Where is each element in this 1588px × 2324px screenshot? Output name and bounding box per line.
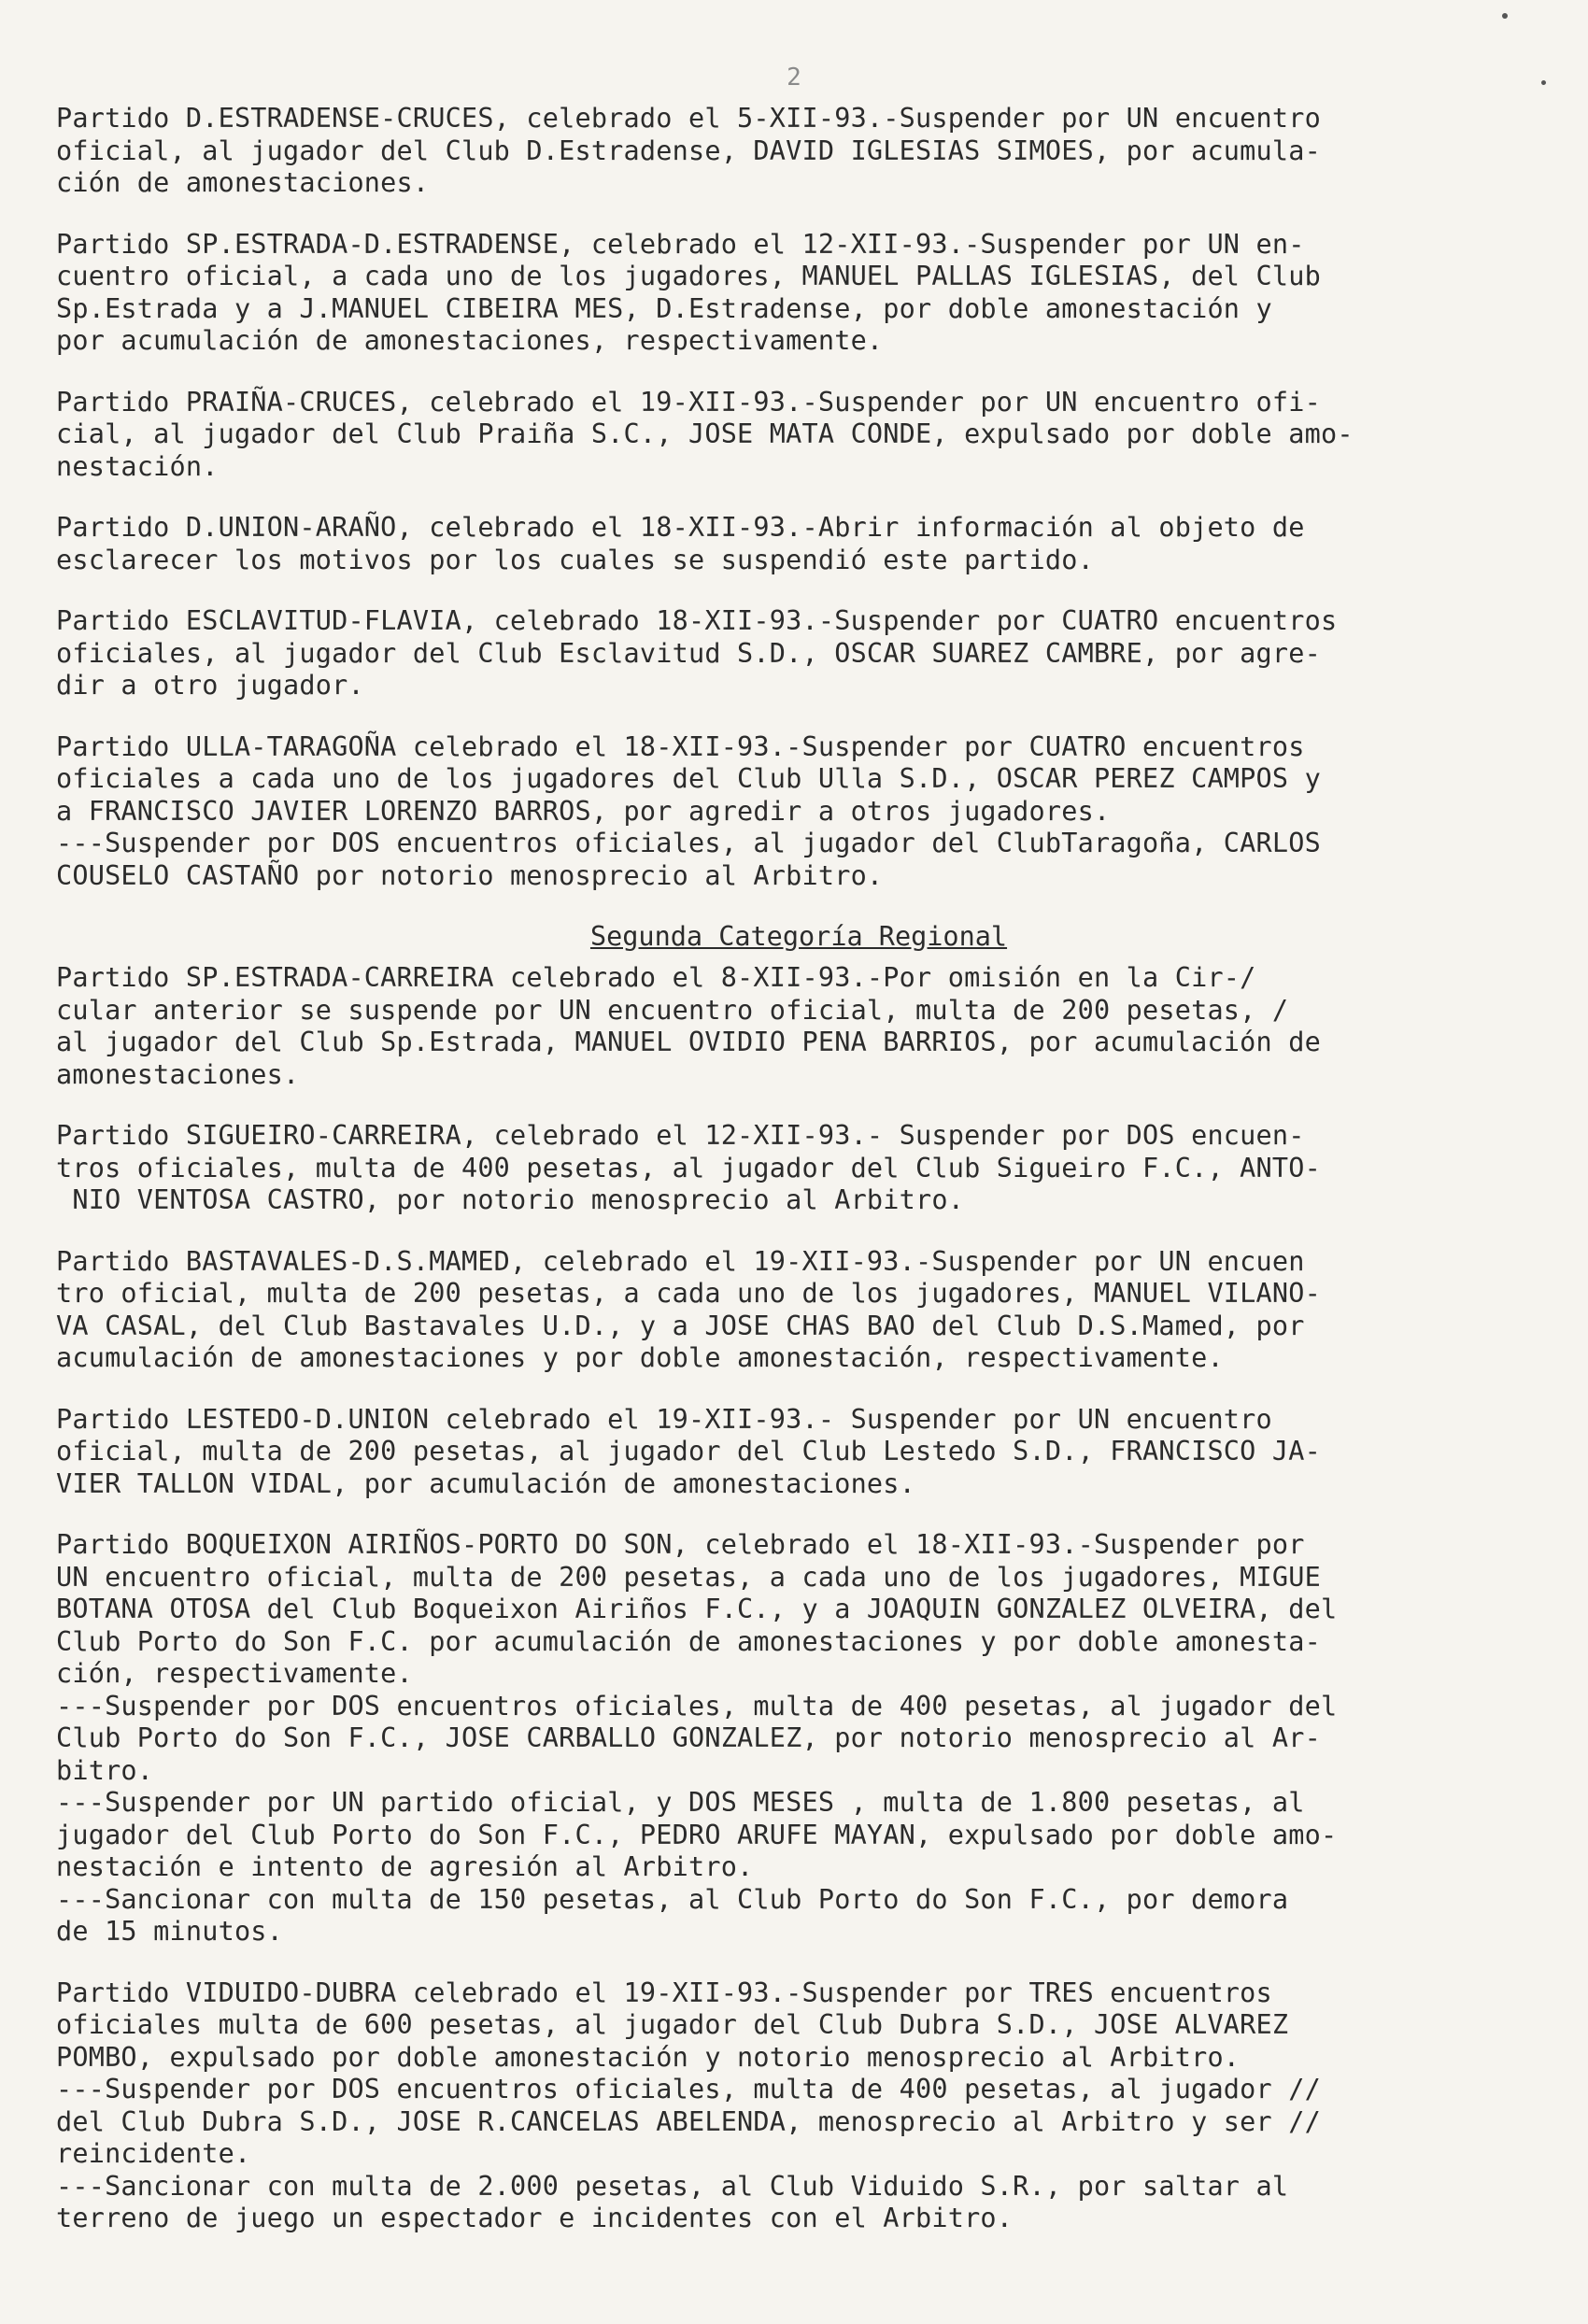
ruling-paragraph <box>56 731 1541 893</box>
text-line: nestación e intento de agresión al Arbitro. <box>56 1851 754 1882</box>
text-line: Partido ULLA-TARAGOÑA celebrado el 18-XII-93.-Suspender por CUATRO encuentros <box>56 730 1305 762</box>
text-line: del Club Dubra S.D., JOSE R.CANCELAS ABELENDA, menosprecio al Arbitro y ser // <box>56 2105 1321 2137</box>
text-line: cular anterior se suspende por UN encuentro oficial, multa de 200 pesetas, / <box>56 994 1289 1026</box>
text-line: esclarecer los motivos por los cuales se suspendió este partido. <box>56 544 1094 575</box>
section-heading: Segunda Categoría Regional <box>589 921 1008 952</box>
text-line: VA CASAL, del Club Bastavales U.D., y a JOSE CHAS BAO del Club D.S.Mamed, por <box>56 1310 1305 1341</box>
text-line: UN encuentro oficial, multa de 200 pesetas, a cada uno de los jugadores, MIGUE <box>56 1561 1321 1593</box>
text-line: Club Porto do Son F.C., JOSE CARBALLO GONZALEZ, por notorio menosprecio al Ar- <box>56 1722 1321 1753</box>
text-line: ---Sancionar con multa de 150 pesetas, al Club Porto do Son F.C., por demora <box>56 1883 1289 1915</box>
text-line: terreno de juego un espectador e incidentes con el Arbitro. <box>56 2203 1014 2233</box>
text-line: oficiales, al jugador del Club Esclavitud S.D., OSCAR SUAREZ CAMBRE, por agre- <box>56 637 1321 669</box>
text-line: ción de amonestaciones. <box>56 167 430 198</box>
first-category-block <box>56 103 1541 892</box>
text-line: Partido PRAIÑA-CRUCES, celebrado el 19-XII-93.-Suspender por UN encuentro ofi- <box>56 386 1321 418</box>
text-line: oficiales a cada uno de los jugadores del Club Ulla S.D., OSCAR PEREZ CAMPOS y <box>56 763 1321 794</box>
text-line: Sp.Estrada y a J.MANUEL CIBEIRA MES, D.Estradense, por doble amonestación y <box>56 292 1272 324</box>
text-line: por acumulación de amonestaciones, respectivamente. <box>56 325 884 356</box>
text-line: acumulación de amonestaciones y por doble amonestación, respectivamente. <box>56 1342 1224 1373</box>
ruling-paragraph <box>56 1977 1541 2235</box>
ruling-paragraph <box>56 103 1541 200</box>
text-line: oficial, al jugador del Club D.Estradense, DAVID IGLESIAS SIMOES, por acumula- <box>56 135 1321 166</box>
ruling-paragraph <box>56 229 1541 358</box>
text-line: jugador del Club Porto do Son F.C., PEDRO ARUFE MAYAN, expulsado por doble amo- <box>56 1819 1338 1850</box>
second-category-block <box>56 962 1541 2235</box>
page-number: 2 <box>787 64 801 92</box>
text-line: Partido SP.ESTRADA-CARREIRA celebrado el 8-XII-93.-Por omisión en la Cir-/ <box>56 962 1256 993</box>
text-line: amonestaciones. <box>56 1058 300 1090</box>
text-line: a FRANCISCO JAVIER LORENZO BARROS, por agredir a otros jugadores. <box>56 795 1111 827</box>
text-line: ---Suspender por DOS encuentros oficiales, multa de 400 pesetas, al jugador del <box>56 1690 1338 1722</box>
ruling-paragraph <box>56 1120 1541 1217</box>
ruling-paragraph <box>56 1404 1541 1501</box>
ink-spot <box>1541 80 1546 85</box>
ruling-paragraph <box>56 605 1541 702</box>
ruling-paragraph <box>56 962 1541 1091</box>
text-line: dir a otro jugador. <box>56 670 364 701</box>
ruling-paragraph <box>56 1529 1541 1948</box>
text-line: Club Porto do Son F.C. por acumulación de amonestaciones y por doble amonesta- <box>56 1625 1321 1657</box>
ruling-paragraph <box>56 512 1541 576</box>
text-line: Partido SIGUEIRO-CARREIRA, celebrado el 12-XII-93.- Suspender por DOS encuen- <box>56 1120 1305 1151</box>
text-line: BOTANA OTOSA del Club Boqueixon Airiños F.C., y a JOAQUIN GONZALEZ OLVEIRA, del <box>56 1594 1338 1624</box>
text-line: Partido BASTAVALES-D.S.MAMED, celebrado el 19-XII-93.-Suspender por UN encuen <box>56 1245 1305 1277</box>
text-line: COUSELO CASTAÑO por notorio menosprecio al Arbitro. <box>56 859 884 891</box>
text-line: Partido D.ESTRADENSE-CRUCES, celebrado el 5-XII-93.-Suspender por UN encuentro <box>56 103 1321 134</box>
text-line: Partido D.UNION-ARAÑO, celebrado el 18-XII-93.-Abrir información al objeto de <box>56 512 1305 543</box>
text-line: cuentro oficial, a cada uno de los jugadores, MANUEL PALLAS IGLESIAS, del Club <box>56 261 1321 291</box>
text-line: al jugador del Club Sp.Estrada, MANUEL OVIDIO PENA BARRIOS, por acumulación de <box>56 1027 1321 1057</box>
text-line: ción, respectivamente. <box>56 1658 413 1689</box>
text-line: tros oficiales, multa de 400 pesetas, al jugador del Club Sigueiro F.C., ANTO- <box>56 1152 1321 1183</box>
text-line: Partido LESTEDO-D.UNION celebrado el 19-XII-93.- Suspender por UN encuentro <box>56 1403 1272 1435</box>
text-line: Partido VIDUIDO-DUBRA celebrado el 19-XII-93.-Suspender por TRES encuentros <box>56 1977 1272 2008</box>
text-line: Partido ESCLAVITUD-FLAVIA, celebrado 18-XII-93.-Suspender por CUATRO encuentros <box>56 605 1338 636</box>
text-line: VIER TALLON VIDAL, por acumulación de amonestaciones. <box>56 1467 915 1499</box>
text-line: cial, al jugador del Club Praiña S.C., JOSE MATA CONDE, expulsado por doble amo- <box>56 418 1354 449</box>
text-line: ---Suspender por DOS encuentros oficiales, al jugador del ClubTaragoña, CARLOS <box>56 828 1321 858</box>
text-line: POMBO, expulsado por doble amonestación y notorio menosprecio al Arbitro. <box>56 2041 1241 2073</box>
text-line: de 15 minutos. <box>56 1916 284 1947</box>
text-line: ---Suspender por UN partido oficial, y DOS MESES , multa de 1.800 pesetas, al <box>56 1787 1305 1818</box>
text-line: Partido BOQUEIXON AIRIÑOS-PORTO DO SON, celebrado el 18-XII-93.-Suspender por <box>56 1529 1305 1560</box>
text-line: tro oficial, multa de 200 pesetas, a cada uno de los jugadores, MANUEL VILANO- <box>56 1278 1321 1309</box>
text-line: nestación. <box>56 450 219 482</box>
text-line: oficiales multa de 600 pesetas, al jugador del Club Dubra S.D., JOSE ALVAREZ <box>56 2009 1289 2040</box>
ruling-paragraph <box>56 387 1541 484</box>
text-line: reincidente. <box>56 2138 251 2169</box>
ink-spot <box>1502 13 1508 19</box>
text-line: Partido SP.ESTRADA-D.ESTRADENSE, celebrado el 12-XII-93.-Suspender por UN en- <box>56 228 1305 260</box>
text-line: bitro. <box>56 1754 154 1786</box>
text-line: ---Suspender por DOS encuentros oficiales, multa de 400 pesetas, al jugador // <box>56 2074 1321 2104</box>
ruling-paragraph <box>56 1246 1541 1375</box>
text-line: oficial, multa de 200 pesetas, al jugador del Club Lestedo S.D., FRANCISCO JA- <box>56 1436 1321 1467</box>
text-line: ---Sancionar con multa de 2.000 pesetas, al Club Viduido S.R., por saltar al <box>56 2170 1289 2202</box>
text-line: NIO VENTOSA CASTRO, por notorio menosprecio al Arbitro. <box>56 1184 965 1215</box>
